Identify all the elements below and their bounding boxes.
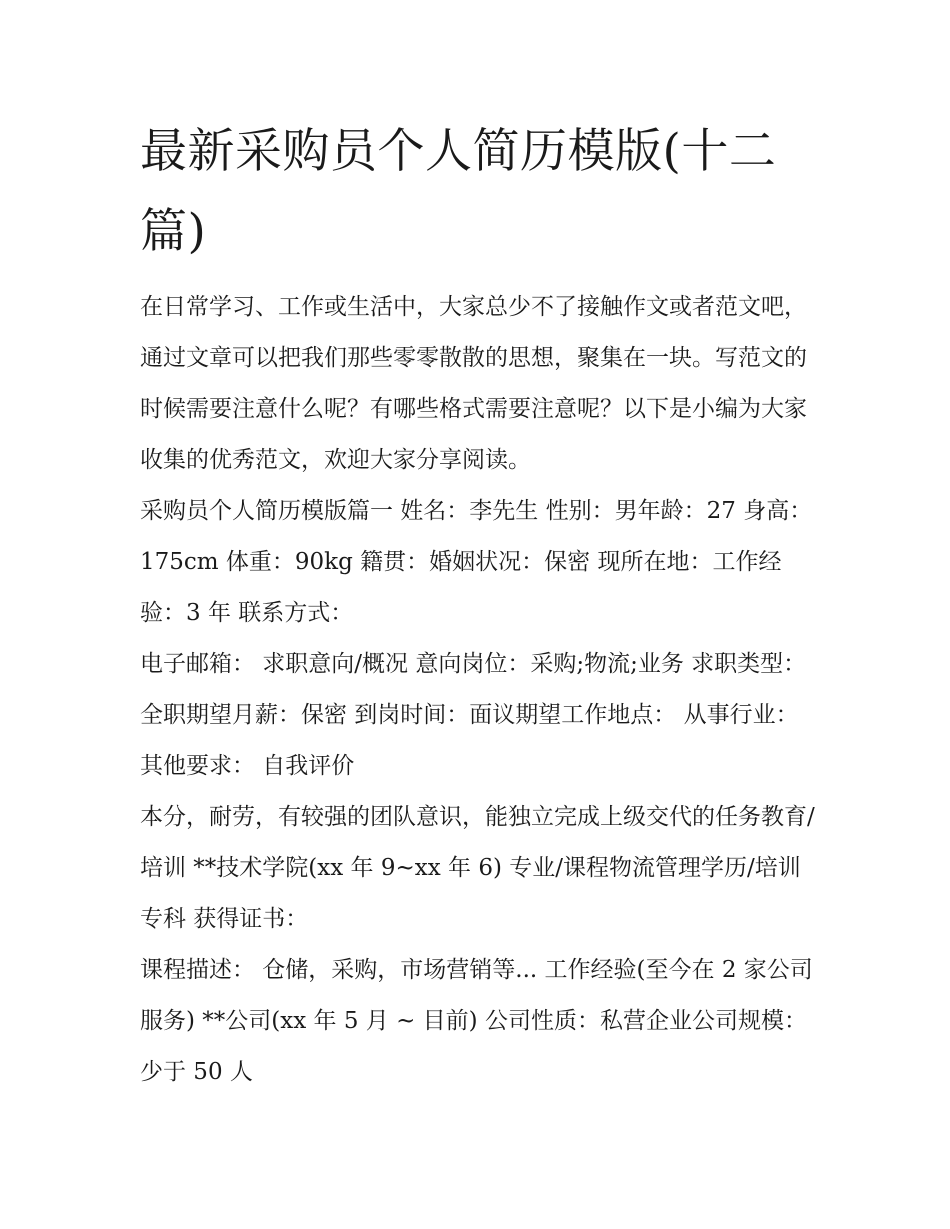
- personal-info-paragraph: 采购员个人简历模版篇一 姓名：李先生 性别：男年龄：27 身高：175cm 体重：90kg 籍贯：婚姻状况：保密 现所在地：工作经验：3 年 联系方式：: [140, 498, 813, 626]
- work-experience-paragraph: 课程描述： 仓储，采购，市场营销等... 工作经验(至今在 2 家公司服务) **公司(xx 年 5 月 ~ 目前) 公司性质：私营企业公司规模：少于 50 人: [140, 957, 813, 1085]
- document-page: [140, 112, 815, 1098]
- job-intention-paragraph: 电子邮箱： 求职意向/概况 意向岗位：采购;物流;业务 求职类型：全职期望月薪：保密 到岗时间：面议期望工作地点： 从事行业： 其他要求： 自我评价: [140, 651, 807, 779]
- education-paragraph: 本分，耐劳，有较强的团队意识，能独立完成上级交代的任务教育/培训 **技术学院(xx 年 9~xx 年 6) 专业/课程物流管理学历/培训专科 获得证书：: [140, 804, 815, 932]
- intro-paragraph: 在日常学习、工作或生活中，大家总少不了接触作文或者范文吧，通过文章可以把我们那些零零散散的思想，聚集在一块。写范文的时候需要注意什么呢？有哪些格式需要注意呢？以下是小编为大家收集的优秀范文，欢迎大家分享阅读。: [140, 294, 807, 473]
- document-title: 最新采购员个人简历模版(十二篇): [140, 124, 777, 259]
